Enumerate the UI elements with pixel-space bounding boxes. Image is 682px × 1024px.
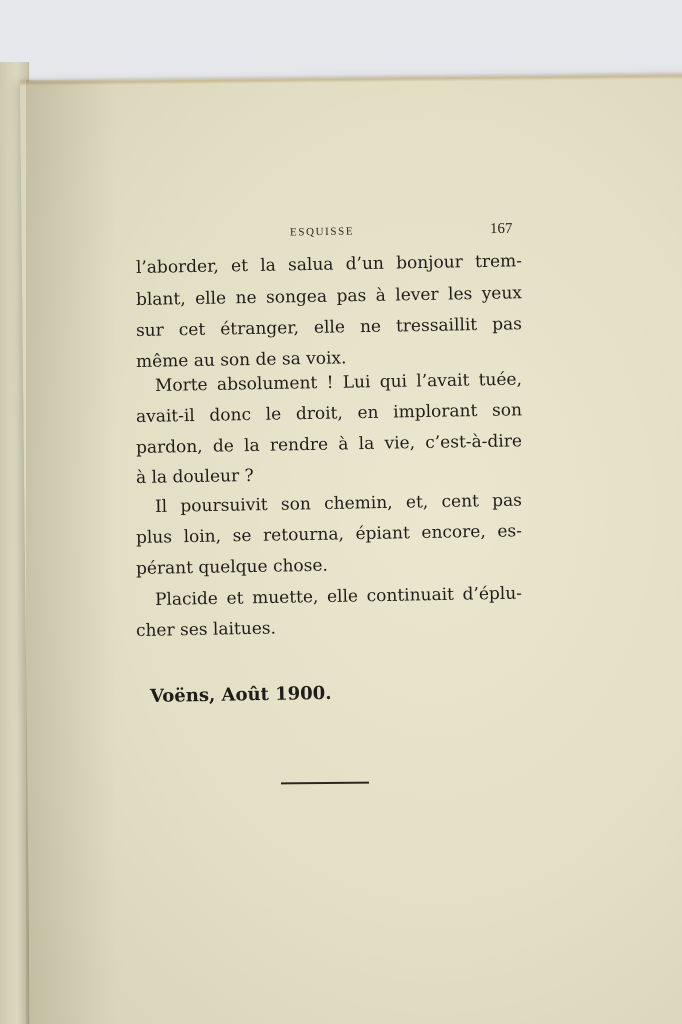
gutter-shadow: [26, 80, 116, 1024]
text-line: même au son de sa voix.: [135, 348, 347, 372]
text-line: pardon, de la rendre à la vie, c’est-à-dire: [135, 431, 523, 458]
book-page: [20, 75, 682, 1024]
text-line: à la douleur ?: [135, 465, 254, 488]
text-line: sur cet étranger, elle ne tressaillit pas: [135, 314, 523, 341]
text-line: avait-il donc le droit, en implorant son: [135, 400, 523, 427]
text-line: pérant quelque chose.: [135, 555, 329, 579]
running-head: ESQUISSE: [289, 225, 355, 239]
text-line: l’aborder, et la salua d’un bonjour trem-: [135, 251, 523, 278]
text-line: Morte absolument ! Lui qui l’avait tuée,: [154, 369, 523, 396]
text-line: cher ses laitues.: [135, 618, 277, 641]
text-line: Placide et muette, elle continuait d’éplu-: [154, 583, 523, 610]
place-date-signature: Voëns, Août 1900.: [149, 682, 332, 707]
text-line: Il poursuivit son chemin, et, cent pas: [154, 490, 523, 517]
text-line: blant, elle ne songea pas à lever les yeux: [135, 283, 523, 310]
text-line: plus loin, se retourna, épiant encore, es-: [135, 521, 523, 548]
page-number: 167: [489, 220, 513, 238]
